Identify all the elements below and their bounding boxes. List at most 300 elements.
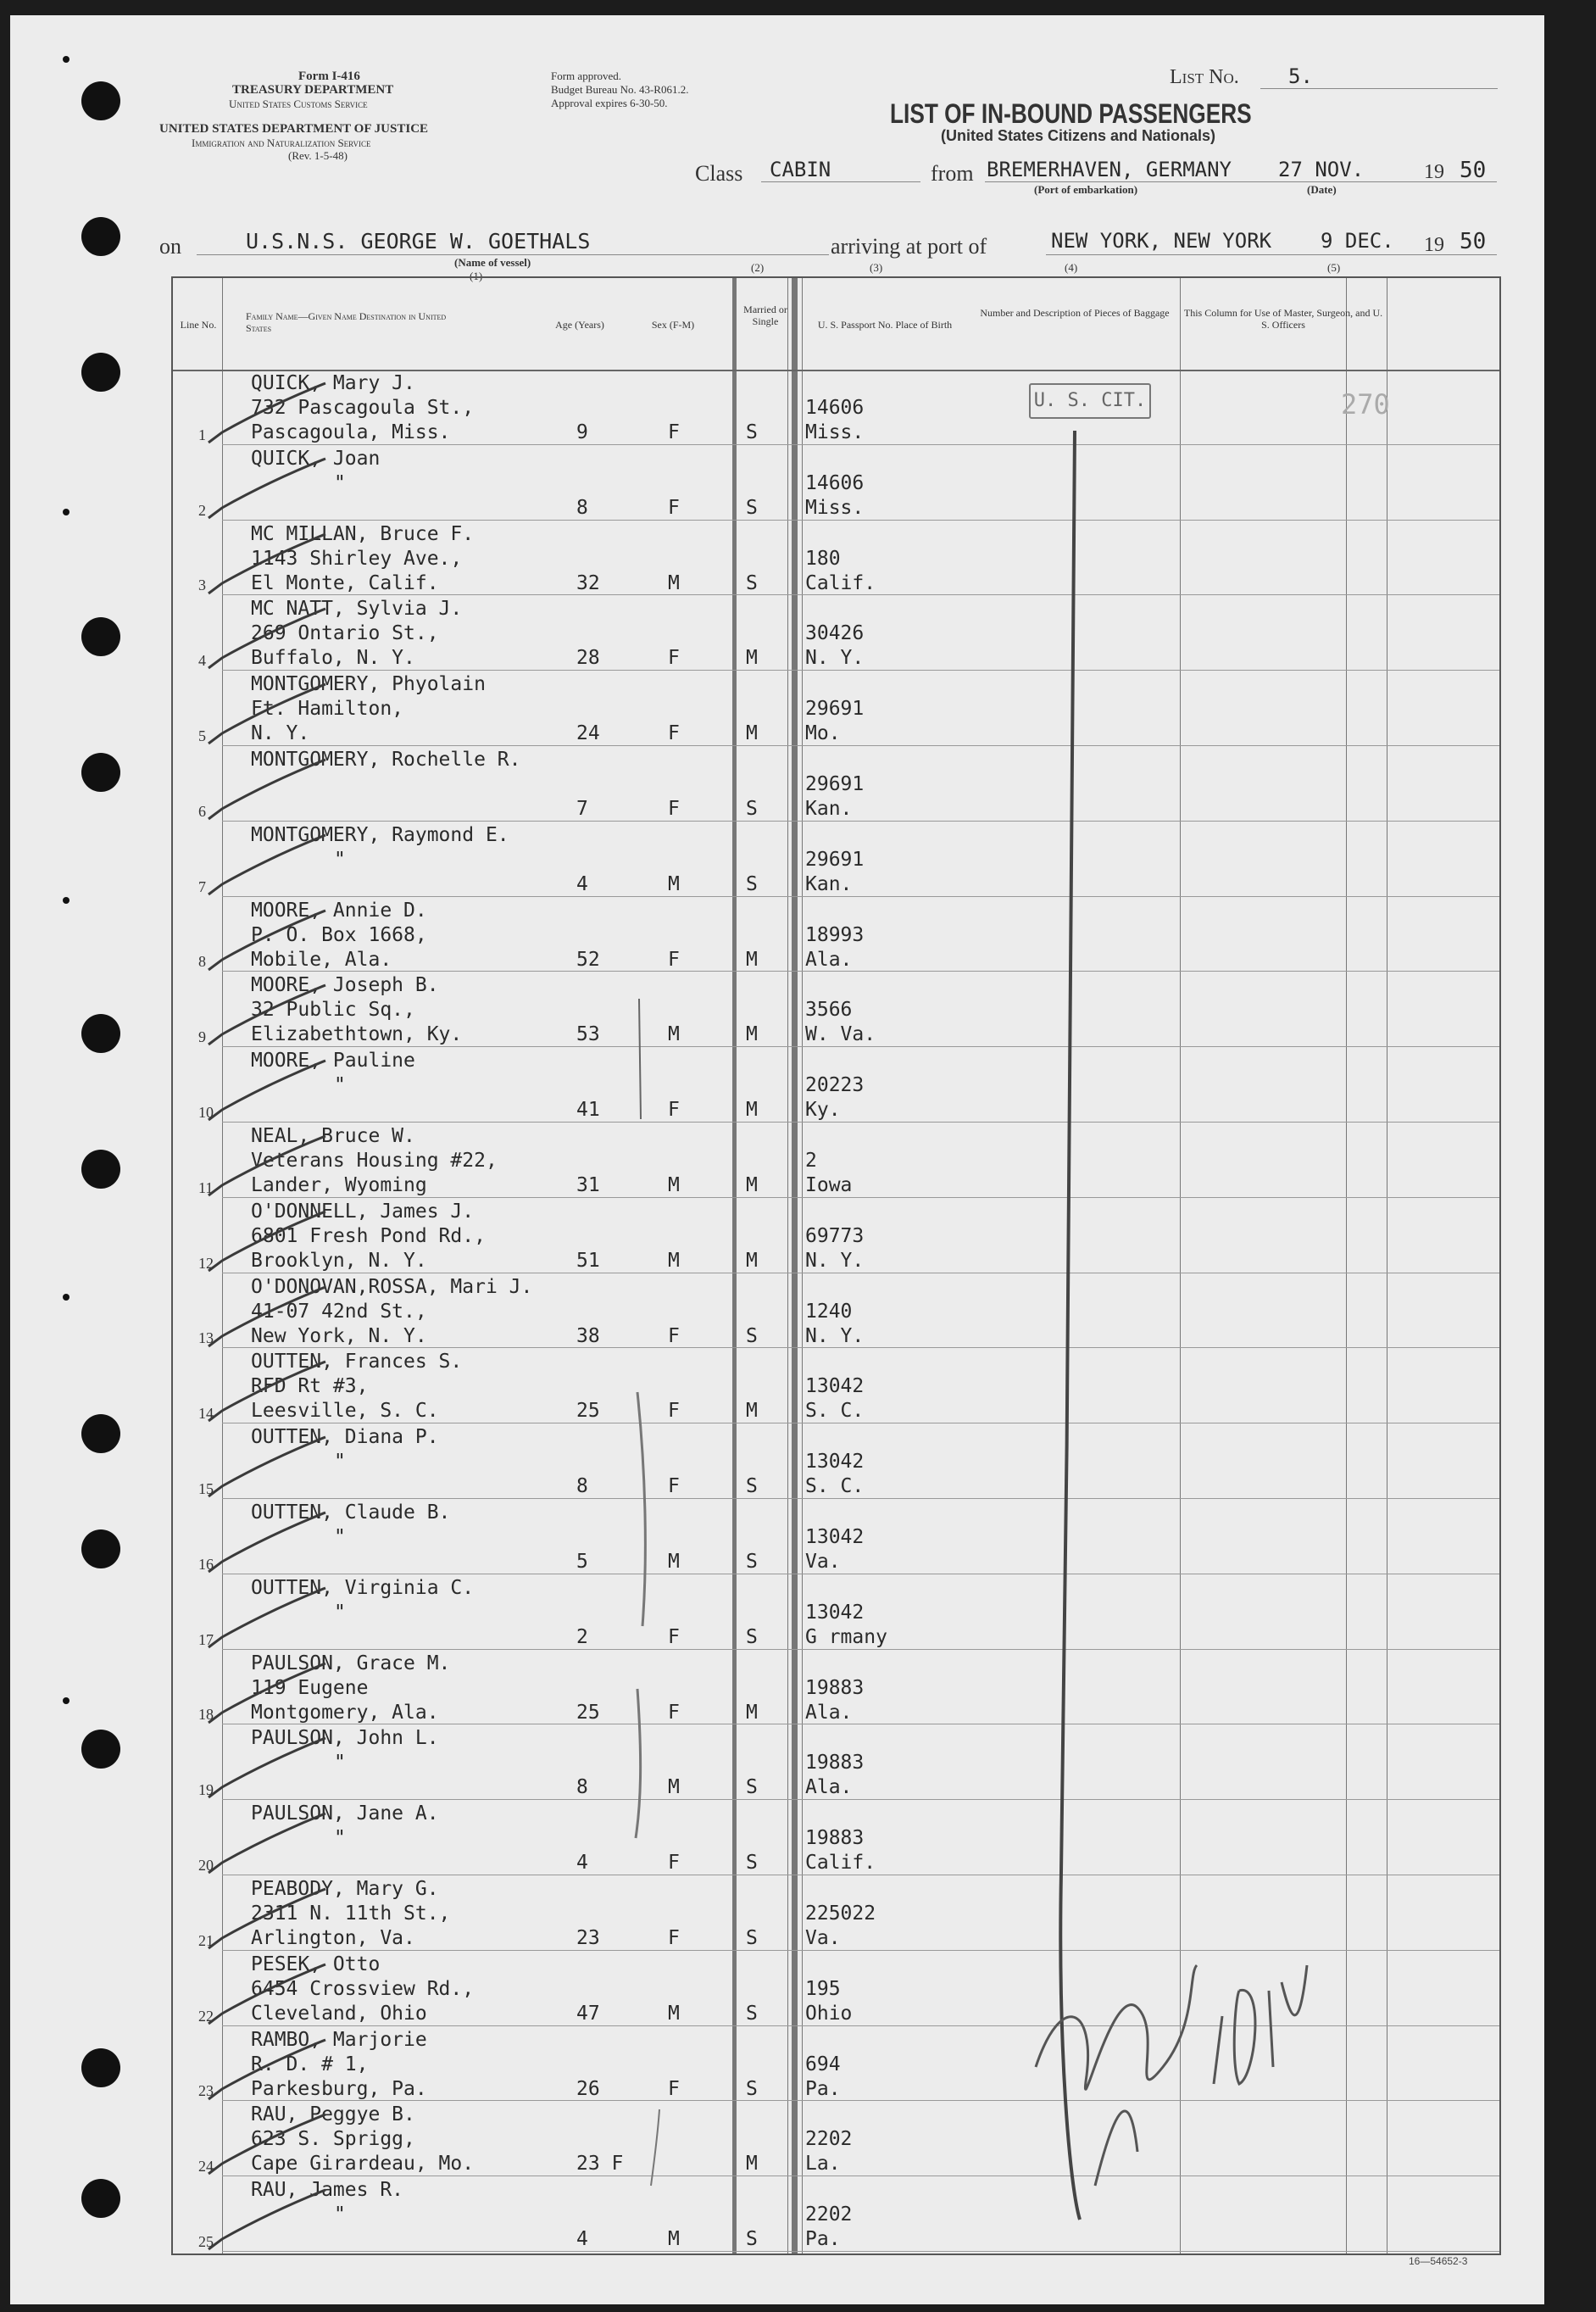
check-mark xyxy=(190,2031,342,2108)
year-prefix-arrival: 19 xyxy=(1424,234,1444,256)
list-title: LIST OF IN-BOUND PASSENGERS xyxy=(890,98,1252,129)
age-value: 38 xyxy=(576,1324,600,1347)
check-mark xyxy=(190,977,342,1053)
binder-dot xyxy=(63,1294,70,1301)
sex-value: M xyxy=(668,2002,680,2025)
sex-value: M xyxy=(668,1776,680,1799)
destination-line: Buffalo, N. Y. xyxy=(251,647,415,670)
destination-line: Cape Girardeau, Mo. xyxy=(251,2153,475,2176)
table-row xyxy=(173,1348,1499,1423)
destination-line: " xyxy=(334,1752,346,1774)
line-number: 19 xyxy=(198,1781,214,1799)
passenger-name: O'DONNELL, James J. xyxy=(251,1200,475,1223)
col-number-2: (2) xyxy=(751,261,765,274)
line-number: 10 xyxy=(198,1103,214,1121)
marital-status: S xyxy=(746,2228,758,2251)
binder-hole xyxy=(81,1014,120,1053)
sex-value: F xyxy=(668,798,680,820)
passenger-name: QUICK, Mary J. xyxy=(251,372,415,394)
table-row xyxy=(173,1951,1499,2026)
vessel-underline xyxy=(197,254,829,255)
header-officers: This Column for Use of Master, Surgeon, and U. S. Officers xyxy=(1183,307,1383,331)
place-of-birth: Pa. xyxy=(805,2228,841,2251)
passport-number: 29691 xyxy=(805,848,865,871)
passport-number: 180 xyxy=(805,547,841,570)
place-of-birth: Calif. xyxy=(805,1852,876,1875)
place-of-birth: Mo. xyxy=(805,722,841,745)
line-number: 6 xyxy=(198,802,206,820)
sex-value: F xyxy=(668,421,680,443)
destination-line: Ft. Hamilton, xyxy=(251,698,404,721)
sex-value: M xyxy=(668,1551,680,1573)
place-of-birth: La. xyxy=(805,2153,841,2176)
arrival-year: 50 xyxy=(1460,229,1487,254)
passenger-name: PAULSON, John L. xyxy=(251,1727,439,1750)
passport-number: 2202 xyxy=(805,2203,853,2226)
passport-number: 19883 xyxy=(805,1752,865,1774)
passenger-name: OUTTEN, Diana P. xyxy=(251,1426,439,1449)
marital-status: S xyxy=(746,1551,758,1573)
place-of-birth: Ohio xyxy=(805,2002,853,2025)
binder-dot xyxy=(63,509,70,515)
table-row xyxy=(173,746,1499,822)
list-subtitle: (United States Citizens and Nationals) xyxy=(941,127,1216,144)
line-number: 11 xyxy=(198,1178,214,1196)
sex-value: F xyxy=(668,647,680,670)
check-mark xyxy=(190,1880,342,1957)
destination-line: Pascagoula, Miss. xyxy=(251,421,451,443)
place-of-birth: Va. xyxy=(805,1927,841,1949)
sex-value: F xyxy=(668,1927,680,1949)
destination-line: 41-07 42nd St., xyxy=(251,1300,427,1323)
on-label: on xyxy=(159,234,181,259)
sex-value: F xyxy=(668,496,680,519)
marital-status: S xyxy=(746,2077,758,2100)
destination-line: " xyxy=(334,1074,346,1097)
passenger-name: PESEK, Otto xyxy=(251,1953,381,1975)
age-value: 52 xyxy=(576,948,600,971)
manifest-page xyxy=(10,15,1544,2304)
check-mark xyxy=(190,2106,342,2182)
line-number: 2 xyxy=(198,501,206,519)
passenger-name: PAULSON, Jane A. xyxy=(251,1802,439,1825)
marital-status: S xyxy=(746,571,758,594)
marital-status: S xyxy=(746,798,758,820)
binder-hole xyxy=(81,1730,120,1769)
destination-line: Elizabethtown, Ky. xyxy=(251,1023,463,1046)
binder-hole xyxy=(81,1529,120,1568)
binder-hole xyxy=(81,217,120,256)
marital-status: S xyxy=(746,421,758,443)
line-number: 24 xyxy=(198,2158,214,2176)
sex-value: M xyxy=(668,2228,680,2251)
place-of-birth: Miss. xyxy=(805,421,865,443)
binder-hole xyxy=(81,2048,120,2087)
line-number: 22 xyxy=(198,2007,214,2025)
age-value: 51 xyxy=(576,1249,600,1272)
line-number: 20 xyxy=(198,1856,214,1874)
line-number: 17 xyxy=(198,1630,214,1648)
table-row xyxy=(173,1047,1499,1123)
sex-value: F xyxy=(668,1324,680,1347)
passenger-name: PEABODY, Mary G. xyxy=(251,1878,439,1900)
check-mark xyxy=(190,827,342,903)
passport-number: 20223 xyxy=(805,1074,865,1097)
destination-line: RFD Rt #3, xyxy=(251,1375,369,1398)
destination-line: Montgomery, Ala. xyxy=(251,1701,439,1724)
marital-status: S xyxy=(746,1475,758,1498)
col-number-4: (4) xyxy=(1065,261,1078,274)
table-row xyxy=(173,1198,1499,1273)
passenger-name: MC NATT, Sylvia J. xyxy=(251,598,463,621)
header-baggage: Number and Description of Pieces of Baggage xyxy=(980,307,1170,319)
binder-hole xyxy=(81,1414,120,1453)
annotation-number: 270 xyxy=(1341,388,1390,421)
marital-status: M xyxy=(746,1023,758,1046)
place-of-birth: Ala. xyxy=(805,948,853,971)
passport-number: 19883 xyxy=(805,1827,865,1850)
binder-hole xyxy=(81,81,120,120)
passport-number: 694 xyxy=(805,2053,841,2075)
destination-line: " xyxy=(334,471,346,494)
passport-number: 2 xyxy=(805,1150,817,1172)
check-mark xyxy=(190,2181,342,2258)
header-age: Age (Years) xyxy=(555,319,604,331)
table-row xyxy=(173,2026,1499,2102)
passport-number: 30426 xyxy=(805,622,865,645)
marital-status: M xyxy=(746,1174,758,1196)
destination-line: " xyxy=(334,1526,346,1548)
line-number: 4 xyxy=(198,652,206,670)
marital-status: M xyxy=(746,1400,758,1423)
destination-line: " xyxy=(334,848,346,871)
age-value: 23 F xyxy=(576,2153,624,2176)
age-value: 7 xyxy=(576,798,588,820)
place-of-birth: S. C. xyxy=(805,1475,865,1498)
place-of-birth: Miss. xyxy=(805,496,865,519)
treasury-dept: TREASURY DEPARTMENT xyxy=(232,83,394,97)
destination-line: " xyxy=(334,1451,346,1474)
age-value: 41 xyxy=(576,1099,600,1122)
marital-status: S xyxy=(746,2002,758,2025)
header-married: Married or Single xyxy=(743,304,787,327)
passenger-name: PAULSON, Grace M. xyxy=(251,1652,451,1674)
place-of-birth: G rmany xyxy=(805,1625,887,1648)
passport-number: 14606 xyxy=(805,397,865,419)
revision: (Rev. 1-5-48) xyxy=(288,149,348,162)
check-mark xyxy=(190,1279,342,1355)
place-of-birth: N. Y. xyxy=(805,1324,865,1347)
check-mark xyxy=(190,600,342,677)
marital-status: S xyxy=(746,1927,758,1949)
table-row xyxy=(173,2101,1499,2176)
destination-line: El Monte, Calif. xyxy=(251,571,439,594)
binder-hole xyxy=(81,753,120,792)
place-of-birth: Va. xyxy=(805,1551,841,1573)
binder-dot xyxy=(63,897,70,904)
destination-line: Brooklyn, N. Y. xyxy=(251,1249,427,1272)
table-row xyxy=(173,445,1499,521)
place-of-birth: Ala. xyxy=(805,1701,853,1724)
passport-number: 29691 xyxy=(805,698,865,721)
class-label: Class xyxy=(695,161,743,186)
destination-line: 6454 Crossview Rd., xyxy=(251,1977,475,2000)
destination-line: 1143 Shirley Ave., xyxy=(251,547,463,570)
destination-line: 119 Eugene xyxy=(251,1676,369,1699)
from-label: from xyxy=(931,161,974,186)
age-value: 8 xyxy=(576,496,588,519)
sex-value: F xyxy=(668,948,680,971)
passport-number: 19883 xyxy=(805,1676,865,1699)
place-of-birth: Pa. xyxy=(805,2077,841,2100)
header-sex: Sex (F-M) xyxy=(651,319,695,331)
marital-status: M xyxy=(746,948,758,971)
passenger-name: MOORE, Annie D. xyxy=(251,899,427,922)
approval-expiry: Approval expires 6-30-50. xyxy=(551,97,668,109)
arrival-port: NEW YORK, NEW YORK xyxy=(1051,229,1272,253)
check-mark xyxy=(190,751,342,827)
class-underline xyxy=(761,181,920,182)
line-number: 16 xyxy=(198,1555,214,1573)
destination-line: 2311 N. 11th St., xyxy=(251,1903,451,1925)
line-number: 12 xyxy=(198,1254,214,1272)
sex-value: M xyxy=(668,872,680,895)
check-mark xyxy=(190,1730,342,1806)
budget-bureau: Budget Bureau No. 43-R061.2. xyxy=(551,83,689,96)
place-of-birth: Ky. xyxy=(805,1099,841,1122)
year-prefix: 19 xyxy=(1424,161,1444,183)
marital-status: M xyxy=(746,647,758,670)
footer-code: 16—54652-3 xyxy=(1409,2255,1468,2267)
line-number: 21 xyxy=(198,1931,214,1949)
sex-value: M xyxy=(668,1174,680,1196)
table-row xyxy=(173,370,1499,445)
place-of-birth: Kan. xyxy=(805,798,853,820)
table-row xyxy=(173,1875,1499,1951)
place-of-birth: N. Y. xyxy=(805,1249,865,1272)
marital-status: M xyxy=(746,722,758,745)
table-row xyxy=(173,1423,1499,1499)
sex-value: F xyxy=(668,1852,680,1875)
embarkation-date: 27 NOV. xyxy=(1278,158,1365,181)
destination-line: Parkesburg, Pa. xyxy=(251,2077,427,2100)
check-mark xyxy=(190,1429,342,1505)
destination-line: 623 S. Sprigg, xyxy=(251,2128,415,2151)
table-row xyxy=(173,897,1499,972)
passenger-name: QUICK, Joan xyxy=(251,447,381,470)
marital-status: S xyxy=(746,1852,758,1875)
line-number: 14 xyxy=(198,1405,214,1423)
header-line-no: Line No. xyxy=(180,319,217,331)
check-mark xyxy=(190,450,342,526)
destination-line: Arlington, Va. xyxy=(251,1927,415,1949)
row-divider xyxy=(222,2251,1499,2252)
destination-line: " xyxy=(334,1601,346,1624)
age-value: 24 xyxy=(576,722,600,745)
port-caption: (Port of embarkation) xyxy=(1034,183,1138,196)
table-row xyxy=(173,1800,1499,1875)
place-of-birth: N. Y. xyxy=(805,647,865,670)
table-row xyxy=(173,822,1499,897)
age-value: 25 xyxy=(576,1400,600,1423)
marital-status: M xyxy=(746,1249,758,1272)
binder-hole xyxy=(81,353,120,392)
passenger-name: OUTTEN, Virginia C. xyxy=(251,1576,475,1599)
passport-number: 69773 xyxy=(805,1224,865,1247)
line-number: 15 xyxy=(198,1479,214,1497)
check-mark xyxy=(190,676,342,752)
line-number: 7 xyxy=(198,877,206,895)
embarkation-year: 50 xyxy=(1460,158,1487,183)
customs-service: United States Customs Service xyxy=(229,97,368,110)
age-value: 32 xyxy=(576,571,600,594)
binder-dot xyxy=(63,1697,70,1704)
marital-status: M xyxy=(746,1701,758,1724)
passenger-name: NEAL, Bruce W. xyxy=(251,1125,415,1147)
destination-line: N. Y. xyxy=(251,722,310,745)
check-mark xyxy=(190,902,342,978)
age-value: 4 xyxy=(576,872,588,895)
age-value: 4 xyxy=(576,2228,588,2251)
age-value: 4 xyxy=(576,1852,588,1875)
header-name: Family Name—Given Name Destination in United States xyxy=(246,310,447,334)
table-row xyxy=(173,1724,1499,1800)
passenger-name: MOORE, Joseph B. xyxy=(251,974,439,997)
sex-value: F xyxy=(668,1701,680,1724)
passenger-name: RAMBO, Marjorie xyxy=(251,2028,427,2051)
destination-line: " xyxy=(334,2203,346,2226)
arrival-date: 9 DEC. xyxy=(1321,229,1394,253)
destination-line: 32 Public Sq., xyxy=(251,999,415,1022)
destination-line: Leesville, S. C. xyxy=(251,1400,439,1423)
vessel-name: U.S.N.S. GEORGE W. GOETHALS xyxy=(246,229,591,253)
line-number: 25 xyxy=(198,2232,214,2250)
check-mark xyxy=(190,1128,342,1204)
arriving-label: arriving at port of xyxy=(831,234,987,259)
sex-value: F xyxy=(668,1099,680,1122)
table-row xyxy=(173,1273,1499,1349)
marital-status: S xyxy=(746,1776,758,1799)
vessel-caption-number: (1) xyxy=(470,270,483,282)
line-number: 13 xyxy=(198,1329,214,1347)
check-mark xyxy=(190,1956,342,2032)
marital-status: S xyxy=(746,1324,758,1347)
line-number: 5 xyxy=(198,727,206,744)
sex-value: F xyxy=(668,722,680,745)
sex-value: F xyxy=(668,2077,680,2100)
line-number: 3 xyxy=(198,577,206,594)
check-mark xyxy=(190,1805,342,1881)
justice-dept: UNITED STATES DEPARTMENT OF JUSTICE xyxy=(159,122,429,136)
passenger-name: MC MILLAN, Bruce F. xyxy=(251,522,475,545)
passenger-name: OUTTEN, Frances S. xyxy=(251,1351,463,1373)
check-mark xyxy=(190,375,342,451)
date-caption: (Date) xyxy=(1307,183,1337,196)
binder-hole xyxy=(81,617,120,656)
list-no-label: List No. xyxy=(1170,66,1239,88)
age-value: 5 xyxy=(576,1551,588,1573)
age-value: 2 xyxy=(576,1625,588,1648)
destination-line: Veterans Housing #22, xyxy=(251,1150,498,1172)
check-mark xyxy=(190,1579,342,1656)
marital-status: S xyxy=(746,496,758,519)
marital-status: M xyxy=(746,1099,758,1122)
vessel-caption: (Name of vessel) xyxy=(454,256,531,269)
place-of-birth: Kan. xyxy=(805,872,853,895)
binder-hole xyxy=(81,1150,120,1189)
passenger-name: MONTGOMERY, Phyolain xyxy=(251,673,486,696)
sex-value: M xyxy=(668,571,680,594)
passport-number: 13042 xyxy=(805,1601,865,1624)
place-of-birth: W. Va. xyxy=(805,1023,876,1046)
sex-value: M xyxy=(668,1249,680,1272)
col-number-3: (3) xyxy=(870,261,883,274)
passenger-name: MONTGOMERY, Raymond E. xyxy=(251,823,509,846)
line-number: 8 xyxy=(198,953,206,971)
table-row xyxy=(173,1499,1499,1574)
destination-line: Lander, Wyoming xyxy=(251,1174,427,1196)
age-value: 28 xyxy=(576,647,600,670)
age-value: 9 xyxy=(576,421,588,443)
table-row xyxy=(173,1123,1499,1198)
sex-value: F xyxy=(668,1625,680,1648)
destination-line: Cleveland, Ohio xyxy=(251,2002,427,2025)
sex-value: F xyxy=(668,1475,680,1498)
table-row xyxy=(173,1574,1499,1650)
passport-number: 13042 xyxy=(805,1451,865,1474)
passport-number: 225022 xyxy=(805,1903,876,1925)
marital-status: S xyxy=(746,1625,758,1648)
passenger-name: O'DONOVAN,ROSSA, Mari J. xyxy=(251,1275,533,1298)
line-number: 9 xyxy=(198,1028,206,1046)
passenger-name: MONTGOMERY, Rochelle R. xyxy=(251,749,521,771)
passport-number: 18993 xyxy=(805,923,865,946)
sex-value: F xyxy=(668,1400,680,1423)
passport-number: 195 xyxy=(805,1977,841,2000)
age-value: 25 xyxy=(576,1701,600,1724)
passenger-table xyxy=(171,276,1501,2255)
age-value: 26 xyxy=(576,2077,600,2100)
age-value: 53 xyxy=(576,1023,600,1046)
check-mark xyxy=(190,1052,342,1128)
from-underline xyxy=(985,181,1497,182)
place-of-birth: Ala. xyxy=(805,1776,853,1799)
table-row xyxy=(173,671,1499,746)
marital-status: M xyxy=(746,2153,758,2176)
destination-line: P. O. Box 1668, xyxy=(251,923,427,946)
binder-dot xyxy=(63,56,70,63)
destination-line: " xyxy=(334,1827,346,1850)
age-value: 8 xyxy=(576,1776,588,1799)
passport-number: 29691 xyxy=(805,773,865,795)
destination-line: 6801 Fresh Pond Rd., xyxy=(251,1224,486,1247)
header-passport: U. S. Passport No. Place of Birth xyxy=(817,319,953,331)
check-mark xyxy=(190,1203,342,1279)
place-of-birth: Calif. xyxy=(805,571,876,594)
passenger-name: RAU, Peggye B. xyxy=(251,2103,415,2126)
destination-line: Mobile, Ala. xyxy=(251,948,392,971)
destination-line: 732 Pascagoula St., xyxy=(251,397,475,419)
line-number: 18 xyxy=(198,1706,214,1724)
place-of-birth: S. C. xyxy=(805,1400,865,1423)
table-row xyxy=(173,2176,1499,2252)
check-mark xyxy=(190,1655,342,1731)
age-value: 47 xyxy=(576,2002,600,2025)
class-value: CABIN xyxy=(770,158,831,181)
table-row xyxy=(173,595,1499,671)
passenger-name: OUTTEN, Claude B. xyxy=(251,1501,451,1524)
check-mark xyxy=(190,1504,342,1580)
